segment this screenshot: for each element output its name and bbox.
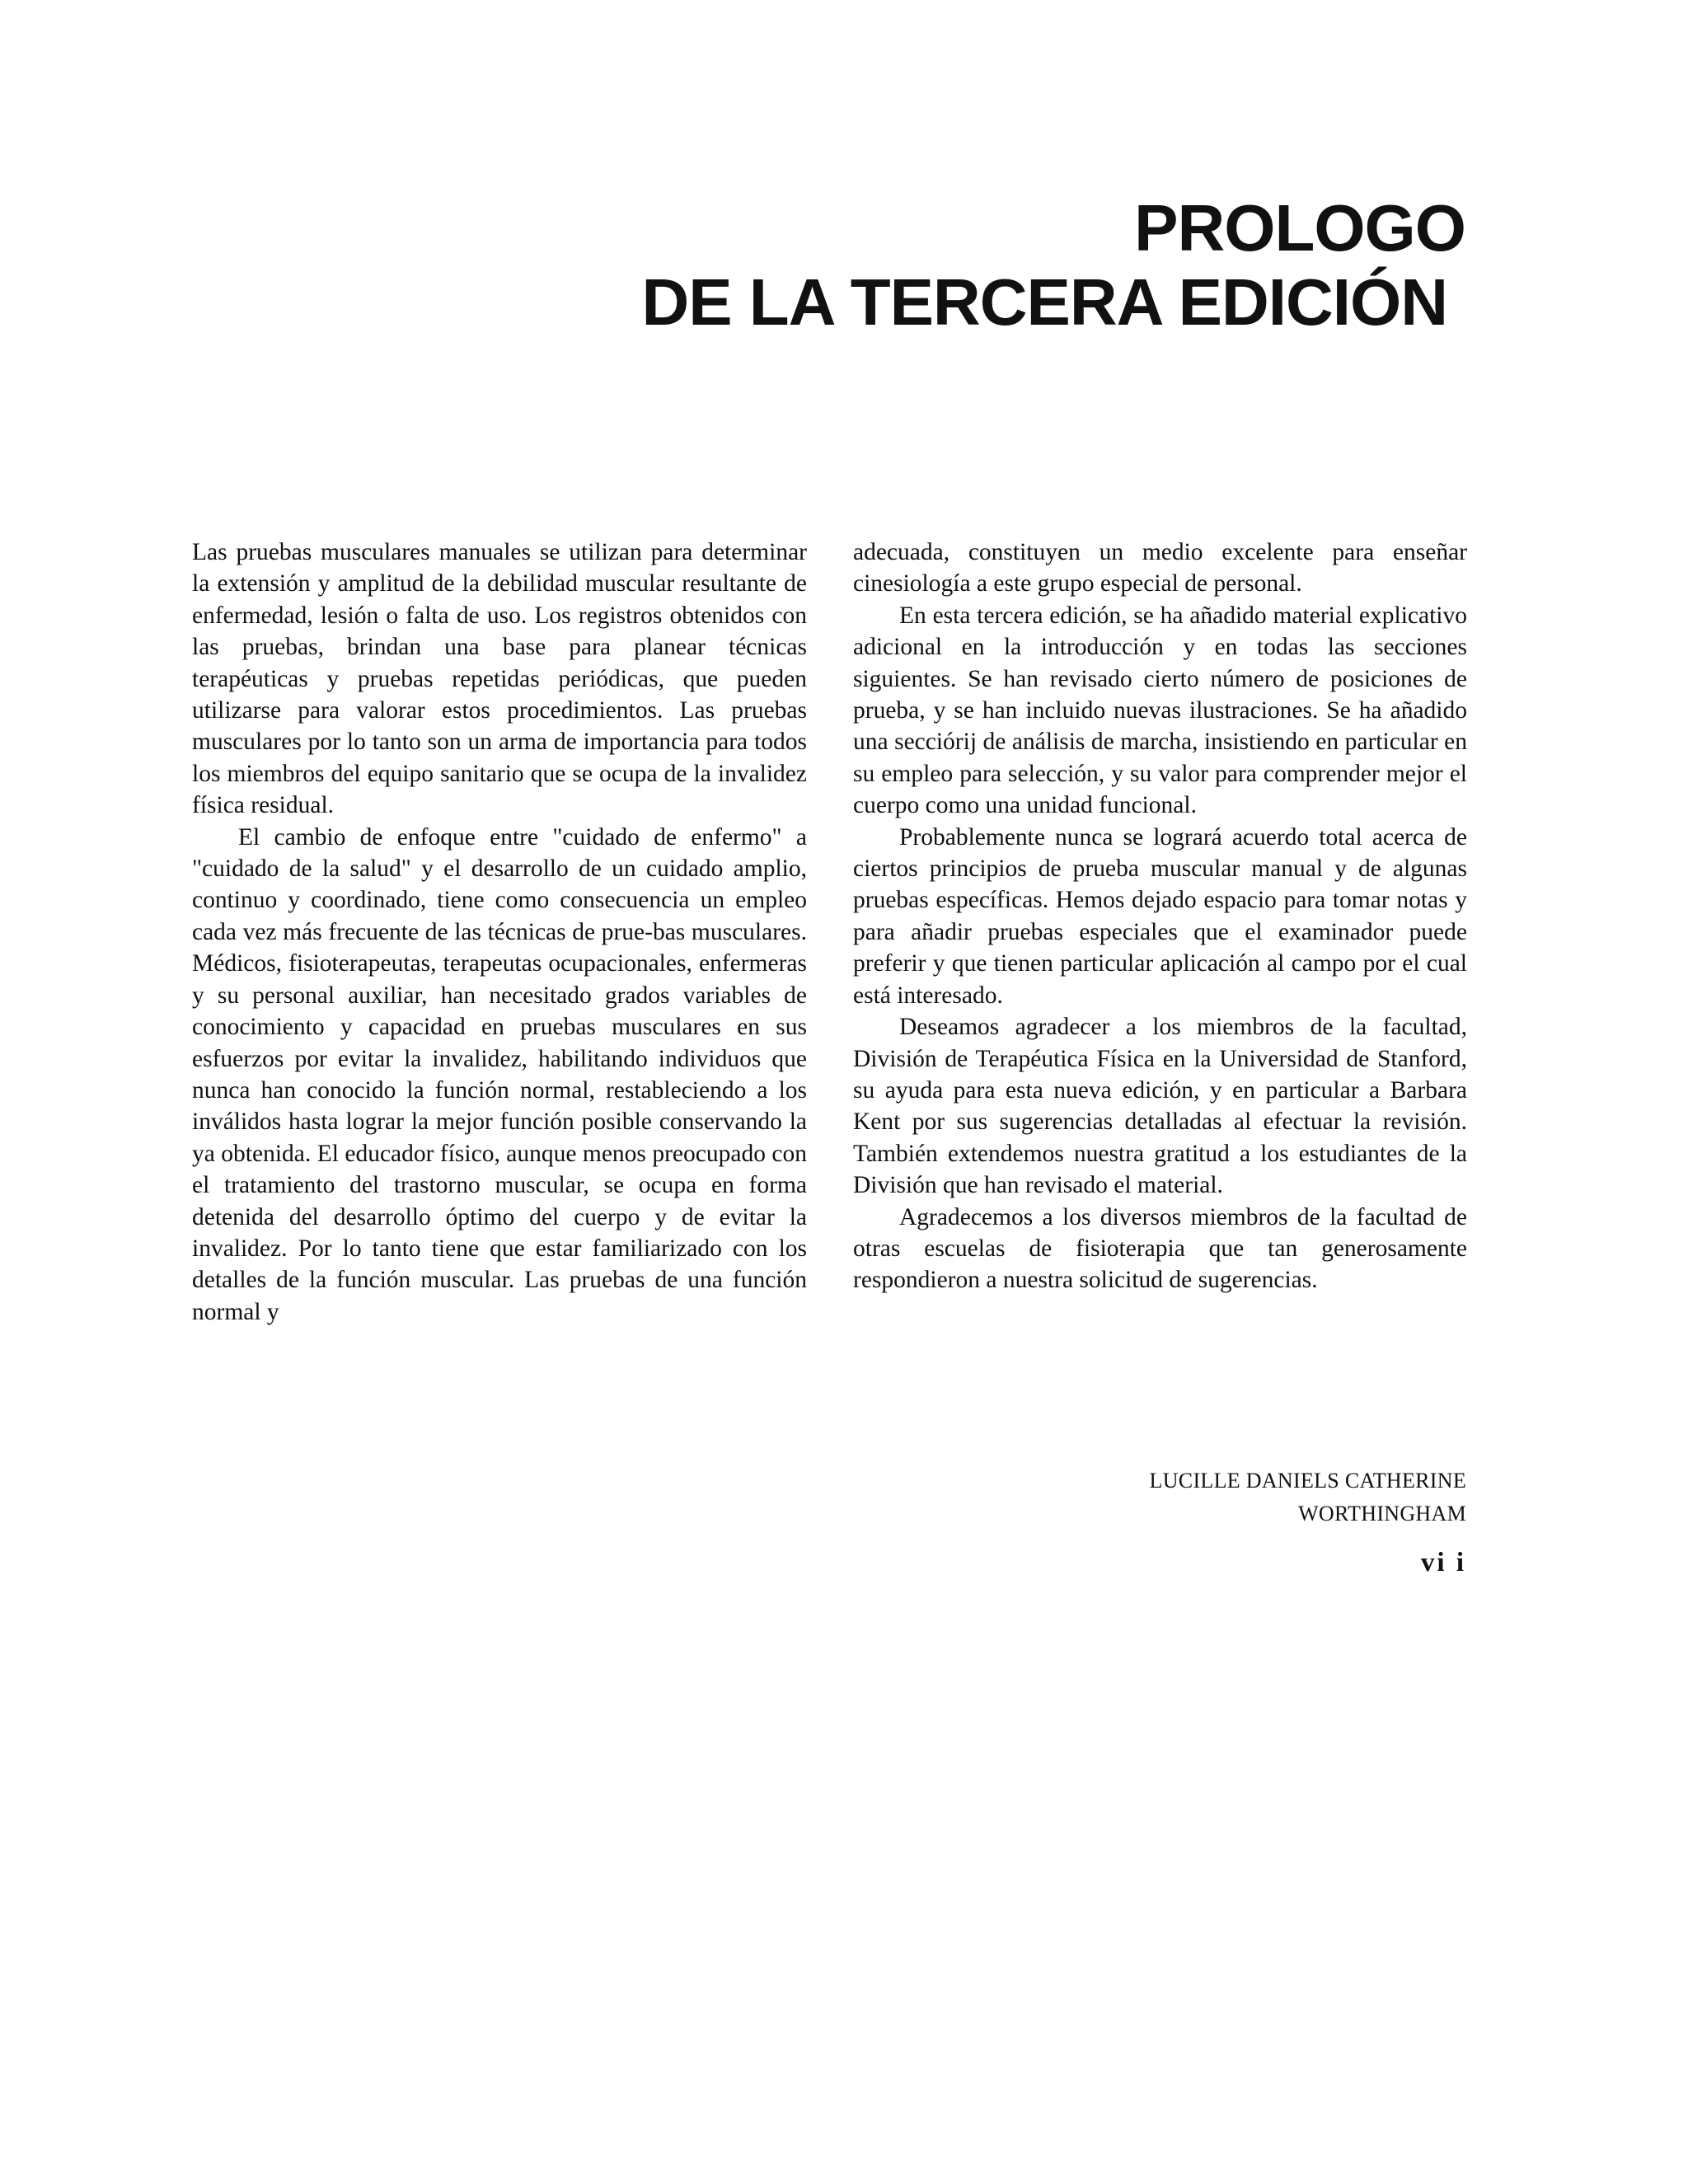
paragraph: En esta tercera edición, se ha añadido material explicativo adicional en la introducción y en todas las secciones siguientes. Se han revisado cierto número de posiciones de prueba, y se han incluido nuevas ilustraciones. Se ha añadido una secciórij de análisis de marcha, insistiendo en particular en su empleo para selección, y su valor para comprender mejor el cuerpo como una unidad funcional. bbox=[853, 602, 1467, 819]
paragraph: adecuada, constituyen un medio excelente para enseñar cinesiología a este grupo especial de personal. bbox=[853, 539, 1467, 598]
paragraph: Las pruebas musculares manuales se utilizan para determinar la extensión y amplitud de la debilidad muscular resultante de enfermedad, lesión o falta de uso. Los registros obtenidos con las pruebas, brindan una base para planear técnicas terapéuticas y pruebas repetidas periódicas, que pueden utilizarse para valorar estos procedimientos. Las pruebas musculares por lo tanto son un arma de importancia para todos los miembros del equipo sanitario que se ocupa de la invalidez física residual. bbox=[192, 539, 807, 819]
paragraph: El cambio de enfoque entre "cuidado de enfermo" a "cuidado de la salud" y el desarrollo de un cuidado amplio, continuo y coordinado, tiene como consecuencia un empleo cada vez más frecuente de las técnicas de prue-bas musculares. Médicos, fisioterapeutas, terapeutas ocupacionales, enfermeras y su personal auxiliar, han necesitado grados variables de conocimiento y capacidad en pruebas musculares en sus esfuerzos por evitar la invalidez, habilitando individuos que nunca han conocido la función normal, restableciendo a los inválidos hasta lograr la mejor función posible conservando la ya obtenida. El educador físico, aunque menos preocupado con el tratamiento del trastorno muscular, se ocupa en forma detenida del desarrollo óptimo del cuerpo y de evitar la invalidez. Por lo tanto tiene que estar familiarizado con los detalles de la función muscular. Las pruebas de una función normal y bbox=[192, 823, 807, 1325]
signature-line-2: WORTHINGHAM bbox=[1298, 1502, 1466, 1526]
left-text-column bbox=[192, 537, 807, 1328]
paragraph: Deseamos agradecer a los miembros de la facultad, División de Terapéutica Física en la Universidad de Stanford, su ayuda para esta nueva edición, y en particular a Barbara Kent por sus sugerencias detalladas al efectuar la revisión. También extendemos nuestra gratitud a los estudiantes de la División que han revisado el material. bbox=[853, 1014, 1467, 1199]
heading-line-1: PROLOGO bbox=[1134, 191, 1465, 265]
paragraph: Agradecemos a los diversos miembros de la facultad de otras escuelas de fisioterapia que tan generosamente respondieron a nuestra solicitud de sugerencias. bbox=[853, 1203, 1467, 1294]
page-number: vi i bbox=[1420, 1548, 1466, 1577]
author-signature bbox=[1150, 1465, 1466, 1530]
signature-line-1: LUCILLE DANIELS CATHERINE bbox=[1149, 1469, 1466, 1493]
paragraph: Probablemente nunca se logrará acuerdo total acerca de ciertos principios de prueba muscular manual y de algunas pruebas específicas. Hemos dejado espacio para tomar notas y para añadir pruebas especiales que el examinador puede preferir y que tienen particular aplicación al campo por el cual está interesado. bbox=[853, 823, 1467, 1009]
right-text-column bbox=[853, 537, 1467, 1296]
heading-line-2: DE LA TERCERA EDICIÓN bbox=[641, 265, 1447, 339]
chapter-heading bbox=[511, 191, 1465, 340]
